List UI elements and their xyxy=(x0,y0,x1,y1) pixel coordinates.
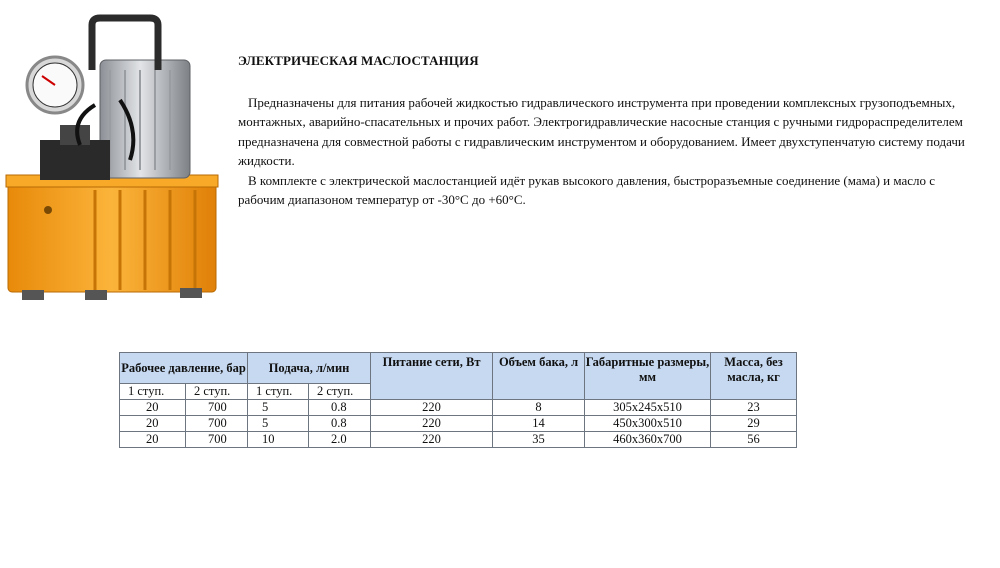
stage-label: 2 ступ. xyxy=(309,384,371,400)
cell-volume: 8 xyxy=(493,400,585,416)
hydraulic-pump-image xyxy=(0,10,232,310)
page-title: ЭЛЕКТРИЧЕСКАЯ МАСЛОСТАНЦИЯ xyxy=(238,53,479,68)
cell-power: 220 xyxy=(371,432,493,448)
cell-flow-1: 5 xyxy=(248,416,309,432)
cell-flow-1: 10 xyxy=(248,432,309,448)
cell-power: 220 xyxy=(371,416,493,432)
description-paragraph-1: Предназначены для питания рабочей жидкостью гидравлического инструмента при проведении комплексных грузоподъемных, монтажных, аварийно-спасательных и прочих работ. Электрогидравлические насосные станция с ручными гидрораспределителем предназначена для совместной работы с гидравлическим инструментом и оборудованием. Имеет двухступенчатую систему подачи жидкости. xyxy=(238,95,965,169)
cell-mass: 23 xyxy=(711,400,797,416)
header-mass: Масса, без масла, кг xyxy=(711,353,797,400)
header-volume: Объем бака, л xyxy=(493,353,585,400)
header-flow: Подача, л/мин xyxy=(248,353,371,384)
cell-dims: 305х245х510 xyxy=(585,400,711,416)
table-row xyxy=(120,416,797,432)
description-paragraph-2: В комплекте с электрической маслостанцией идёт рукав высокого давления, быстроразъемные соединение (мама) и масло с рабочим диапазоном температур от -30°С до +60°С. xyxy=(238,172,936,208)
cell-power: 220 xyxy=(371,400,493,416)
stage-label: 1 ступ. xyxy=(248,384,309,400)
cell-dims: 460х360х700 xyxy=(585,432,711,448)
table-header-row xyxy=(120,353,797,384)
cell-pressure-1: 20 xyxy=(120,432,186,448)
cell-pressure-2: 700 xyxy=(186,400,248,416)
cell-flow-2: 0.8 xyxy=(309,400,371,416)
cell-mass: 29 xyxy=(711,416,797,432)
spec-table xyxy=(119,352,797,448)
stage-label: 2 ступ. xyxy=(186,384,248,400)
cell-dims: 450х300х510 xyxy=(585,416,711,432)
cell-pressure-1: 20 xyxy=(120,416,186,432)
description xyxy=(238,93,973,209)
cell-volume: 14 xyxy=(493,416,585,432)
stage-label: 1 ступ. xyxy=(120,384,186,400)
cell-volume: 35 xyxy=(493,432,585,448)
table-row xyxy=(120,432,797,448)
cell-pressure-2: 700 xyxy=(186,432,248,448)
cell-pressure-1: 20 xyxy=(120,400,186,416)
cell-pressure-2: 700 xyxy=(186,416,248,432)
cell-flow-2: 2.0 xyxy=(309,432,371,448)
cell-mass: 56 xyxy=(711,432,797,448)
table-row xyxy=(120,400,797,416)
cell-flow-1: 5 xyxy=(248,400,309,416)
cell-flow-2: 0.8 xyxy=(309,416,371,432)
header-pressure: Рабочее давление, бар xyxy=(120,353,248,384)
header-dims: Габаритные размеры, мм xyxy=(585,353,711,400)
header-power: Питание сети, Вт xyxy=(371,353,493,400)
